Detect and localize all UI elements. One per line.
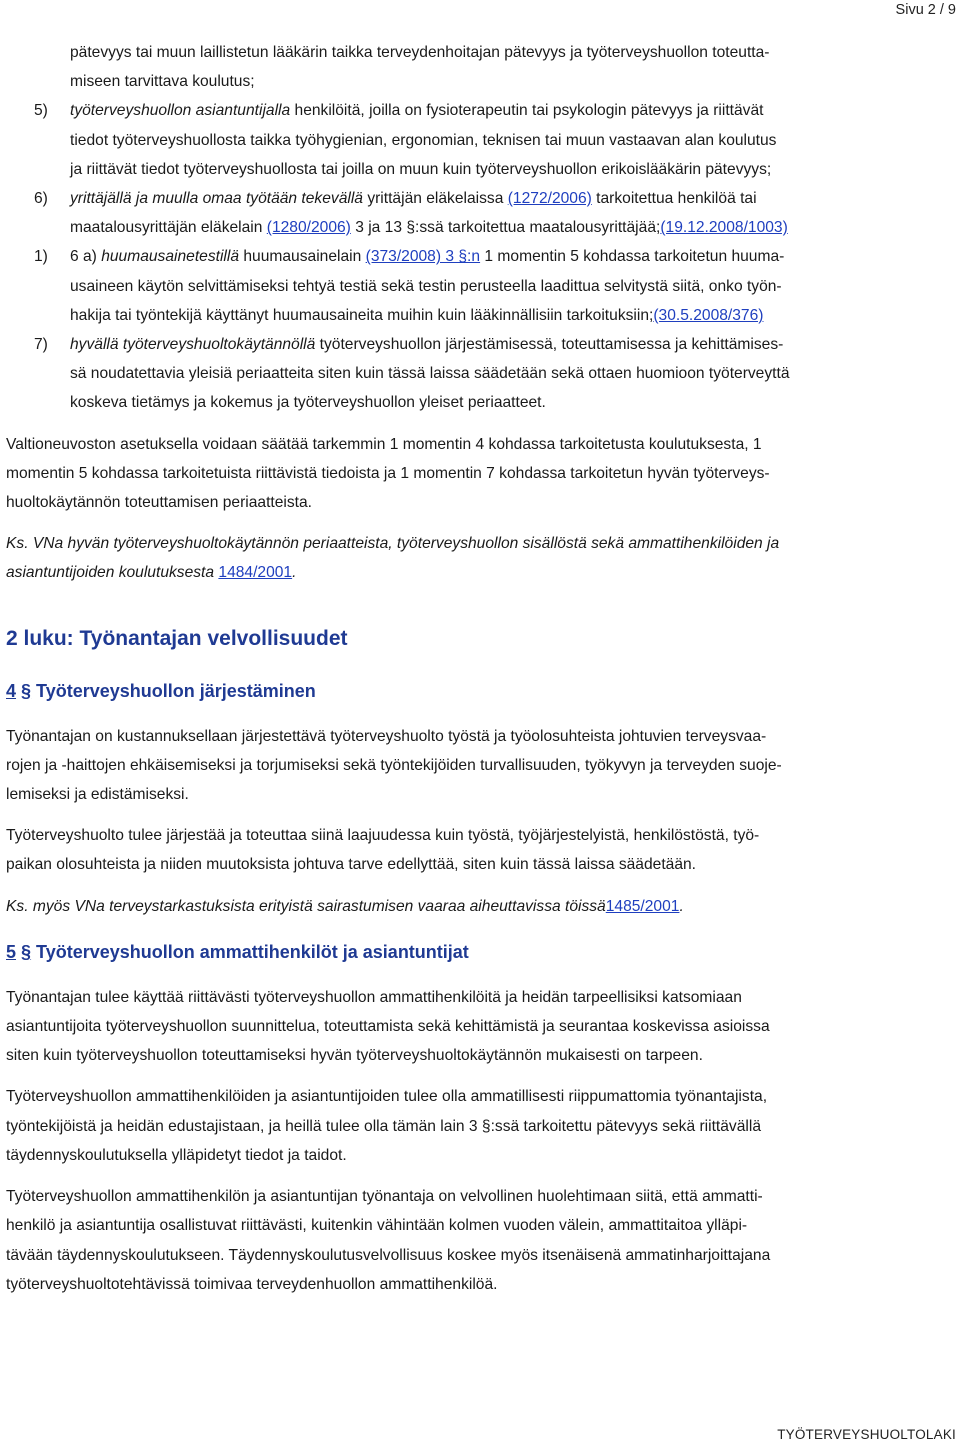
text-span: tarkoitettua henkilöä tai	[591, 190, 757, 208]
text-line: Ks. VNa hyvän työterveyshuoltokäytännön periaatteista, työterveyshuollon sisällöstä sekä ammattihenkilöiden ja	[6, 535, 780, 553]
section-5-paragraph-3	[6, 1182, 954, 1299]
text-line: Työterveyshuollon ammattihenkilöiden ja asiantuntijoiden tulee olla ammatillisesti riippumattomia työnantajista,	[6, 1088, 768, 1106]
text-line: pätevyys tai muun laillistetun lääkärin taikka terveydenhoitajan pätevyys ja työterveyshuollon toteutta-	[70, 44, 770, 61]
text-span: 6 a)	[70, 248, 102, 266]
document-body	[6, 38, 954, 1299]
text-span: asiantuntijoiden koulutuksesta	[6, 564, 219, 582]
text-line: henkilö ja asiantuntija osallistuvat riittävästi, kuitenkin vähintään kolmen vuoden välein, ammattitaitoa ylläpi-	[6, 1217, 748, 1235]
text-line: Työnantajan on kustannuksellaan järjestettävä työterveyshuolto työstä ja työolosuhteista johtuvien terveysvaa-	[6, 727, 767, 745]
section-5-paragraph-2	[6, 1082, 954, 1170]
page-number: Sivu 2 / 9	[895, 2, 956, 18]
decree-link-1485-2001[interactable]: 1485/2001	[605, 897, 680, 915]
document-title-footer: TYÖTERVEYSHUOLTOLAKI	[777, 1427, 956, 1442]
amendment-link-1003[interactable]: (19.12.2008/1003)	[660, 219, 788, 237]
decree-link-1484-2001[interactable]: 1484/2001	[218, 564, 293, 582]
text-span: hakija tai työntekijä käyttänyt huumausaineita muihin kuin lääkinnällisiin tarkoituksiin;	[70, 306, 654, 324]
defined-term: hyvällä työterveyshuoltokäytännöllä	[70, 336, 316, 354]
section-5-heading	[6, 937, 954, 967]
text-span: .	[292, 564, 297, 582]
section-5-paragraph-1	[6, 983, 954, 1071]
text-span: henkilöitä, joilla on fysioterapeutin tai psykologin pätevyys ja riittävät	[290, 102, 764, 120]
text-line: koskeva tietämys ja kokemus ja työterveyshuollon yleiset periaatteet.	[70, 394, 546, 412]
law-link-1280-2006[interactable]: (1280/2006)	[266, 219, 351, 237]
text-line: Työnantajan tulee käyttää riittävästi työterveyshuollon ammattihenkilöitä ja heidän tarpeellisiksi katsomiaan	[6, 988, 742, 1006]
section-number[interactable]: 5	[6, 941, 17, 962]
text-line: tävään täydennyskoulutukseen. Täydennyskoulutusvelvollisuus koskee myös itsenäisenä ammatinharjoittajana	[6, 1246, 771, 1264]
text-line: huoltokäytännön toteuttamisen periaatteista.	[6, 494, 313, 512]
text-line: ja riittävät tiedot työterveyshuollosta tai joilla on muun kuin työterveyshuollon erikoislääkärin pätevyys;	[70, 160, 772, 178]
list-item-5	[6, 96, 954, 184]
defined-term: työterveyshuollon asiantuntijalla	[70, 102, 291, 120]
text-line: tiedot työterveyshuollosta taikka työhygienian, ergonomian, teknisen tai muun vastaavan alan koulutus	[70, 131, 777, 149]
text-line: Valtioneuvoston asetuksella voidaan säätää tarkemmin 1 momentin 4 kohdassa tarkoitetusta koulutuksesta, 1	[6, 435, 762, 453]
chapter-heading: 2 luku: Työnantajan velvollisuudet	[6, 626, 348, 650]
section-4-paragraph-1	[6, 722, 954, 810]
text-span: yrittäjän eläkelaissa	[362, 190, 508, 208]
item-number: 7)	[34, 336, 48, 354]
text-line: asiantuntijoita työterveyshuollon suunnittelua, toteuttamista sekä kehittämistä ja seurantaa koskevissa asioissa	[6, 1018, 770, 1036]
law-link-373-2008[interactable]: (373/2008) 3 §:n	[365, 248, 481, 266]
text-line: työntekijöistä ja heidän edustajistaan, ja heillä tulee olla tämän lain 3 §:ssä tarkoitettu pätevyys sekä riittävällä	[6, 1117, 761, 1135]
section-sign-link[interactable]: §	[21, 680, 32, 701]
section-sign-link[interactable]: §	[21, 941, 32, 962]
text-span: maatalousyrittäjän eläkelain	[70, 219, 267, 237]
section-4-heading	[6, 676, 954, 706]
item-number: 5)	[34, 102, 48, 120]
text-line: työterveyshuoltotehtävissä toimivaa terveydenhuollon ammattihenkilöä.	[6, 1275, 498, 1293]
section-4-note	[6, 892, 954, 921]
section-title: Työterveyshuollon järjestäminen	[31, 680, 316, 701]
text-line: lemiseksi ja edistämiseksi.	[6, 786, 189, 804]
text-line: sä noudatettavia yleisiä periaatteita siten kuin tässä laissa säädetään sekä ottaen huomioon työterveyttä	[70, 365, 790, 383]
text-line: paikan olosuhteista ja niiden muutoksista johtuva tarve edellyttää, siten kuin tässä laissa säädetään.	[6, 856, 697, 874]
defined-term: yrittäjällä ja muulla omaa työtään tekevällä	[70, 190, 363, 208]
text-line: usaineen käytön selvittämiseksi tehtyä testiä sekä testin perusteella laadittua selvitystä siitä, onko työn-	[70, 277, 782, 295]
item-number: 1)	[34, 248, 48, 266]
list-item-7	[6, 330, 954, 418]
list-item-6	[6, 184, 954, 242]
text-line: miseen tarvittava koulutus;	[70, 73, 255, 91]
amendment-link-376[interactable]: (30.5.2008/376)	[653, 306, 764, 324]
section-4-paragraph-2	[6, 821, 954, 879]
item-number: 6)	[34, 190, 48, 208]
text-line: momentin 5 kohdassa tarkoitetuista riittävistä tiedoista ja 1 momentin 7 kohdassa tarkoitetun hyvän työterveys-	[6, 464, 770, 482]
law-link-1272-2006[interactable]: (1272/2006)	[507, 190, 592, 208]
text-span: 1 momentin 5 kohdassa tarkoitetun huuma-	[480, 248, 785, 266]
text-line: Työterveyshuolto tulee järjestää ja toteuttaa siinä laajuudessa kuin työstä, työjärjestelyistä, henkilöstöstä, työ-	[6, 827, 760, 845]
text-span: työterveyshuollon järjestämisessä, toteuttamisessa ja kehittämises-	[315, 336, 784, 354]
text-line: Työterveyshuollon ammattihenkilön ja asiantuntijan työnantaja on velvollinen huolehtimaan siitä, että ammatti-	[6, 1188, 763, 1206]
text-span: 3 ja 13 §:ssä tarkoitettua maatalousyrittäjää;	[350, 219, 661, 237]
reference-note	[6, 529, 954, 587]
defined-term: huumausainetestillä	[101, 248, 240, 266]
paragraph-government-decree	[6, 430, 954, 518]
text-span: Ks. myös VNa terveystarkastuksista erityistä sairastumisen vaaraa aiheuttavissa töissä	[6, 897, 606, 915]
text-line: täydennyskoulutuksella ylläpidetyt tiedot ja taidot.	[6, 1146, 347, 1164]
text-span: .	[679, 897, 684, 915]
section-title: Työterveyshuollon ammattihenkilöt ja asiantuntijat	[31, 941, 469, 962]
list-item-6a	[6, 242, 954, 330]
text-line: siten kuin työterveyshuollon toteuttamiseksi hyvän työterveyshuoltokäytännön mukaisesti on tarpeen.	[6, 1047, 703, 1065]
continued-text	[6, 38, 954, 96]
text-span: huumausainelain	[239, 248, 366, 266]
section-number[interactable]: 4	[6, 680, 17, 701]
text-line: rojen ja -haittojen ehkäisemiseksi ja torjumiseksi sekä työntekijöiden turvallisuuden, työkyvyn ja terveyden suoje-	[6, 756, 782, 774]
